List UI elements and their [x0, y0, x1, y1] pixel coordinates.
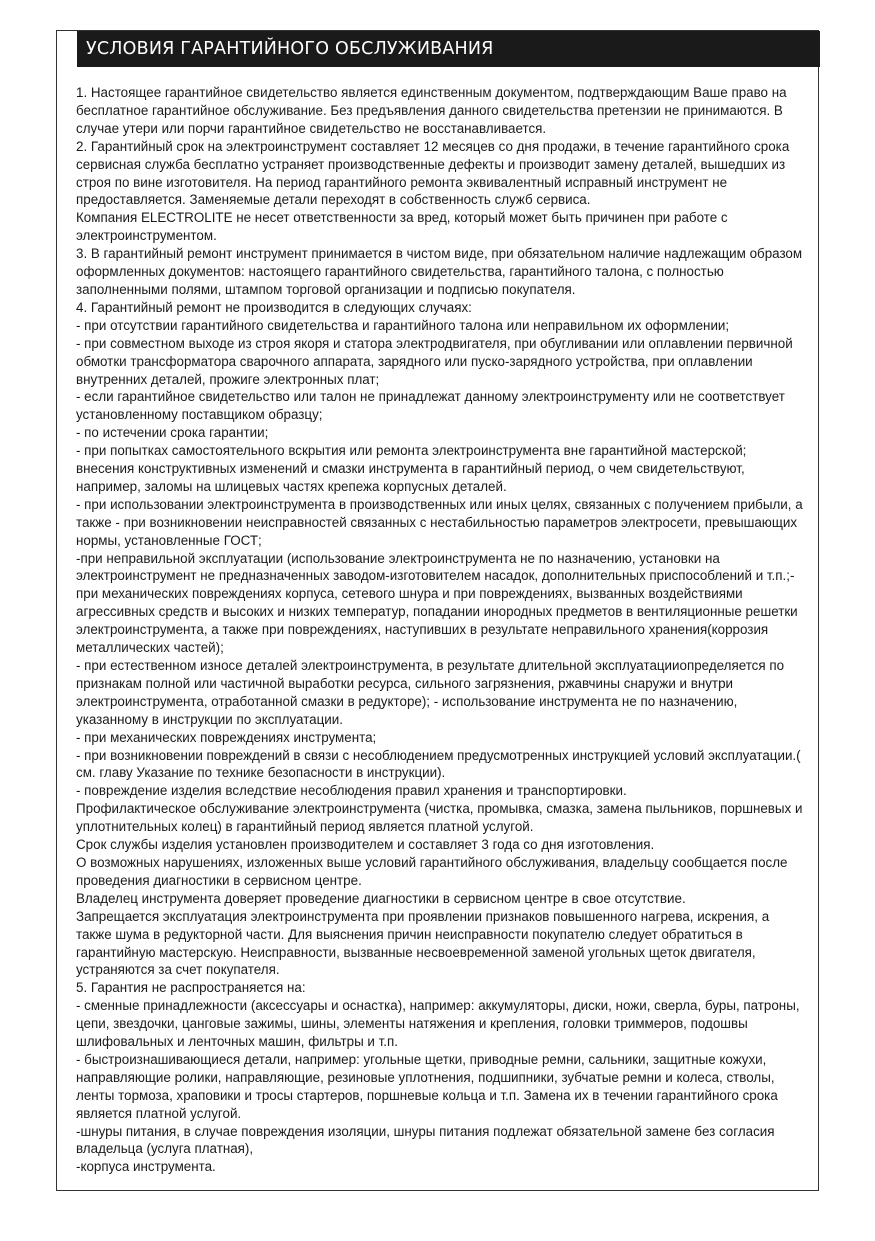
list-item: - при использовании электроинструмента в производственных или иных целях, связанных с получением прибыли, а также - при возникновении неисправностей связанных с нестабильностью параметров электросети, превышающих нормы, установленные ГОСТ; — [76, 496, 803, 548]
list-item: - при попытках самостоятельного вскрытия или ремонта электроинструмента вне гарантийной мастерской; внесения конструктивных изменений и смазки инструмента в гарантийный период, о чем свидетельствуют, например, заломы на шлицевых частях крепежа корпусных деталей. — [76, 443, 747, 494]
list-item: - быстроизнашивающиеся детали, например: угольные щетки, приводные ремни, сальники, защитные кожухи, направляющие ролики, направляющие, резиновые уплотнения, подшипники, зубчатые ремни и колеса, стволы, ленты тормоза, храповики и тросы стартеров, поршневые кольца и т.п. Замена их в течении гарантийного срока является платной услугой. — [76, 1051, 778, 1121]
paragraph: Владелец инструмента доверяет проведение диагностики в сервисном центре в свое отсутствие. — [76, 890, 686, 906]
paragraph: О возможных нарушениях, изложенных выше условий гарантийного обслуживания, владельцу сообщается после проведения диагностики в сервисном центре. — [76, 854, 788, 888]
paragraph: Компания ELECTROLITE не несет ответственности за вред, который может быть причинен при работе с электроинструментом. — [76, 210, 728, 244]
list-item: - при отсутствии гарантийного свидетельства и гарантийного талона или неправильном их оформлении; — [76, 317, 730, 333]
list-item: -шнуры питания, в случае повреждения изоляции, шнуры питания подлежат обязательной замене без согласия владельца (услуга платная), — [76, 1123, 775, 1157]
list-item: - сменные принадлежности (аксессуары и оснастка), например: аккумуляторы, диски, ножи, сверла, буры, патроны, цепи, звездочки, цанговые зажимы, шины, элементы натяжения и крепления, головки триммеров, подошвы шлифовальных и ленточных машин, фильтры и т.п. — [76, 998, 800, 1050]
paragraph: 1. Настоящее гарантийное свидетельство является единственным документом, подтверждающим Ваше право на бесплатное гарантийное обслуживание. Без предъявления данного свидетельства претензии не принимаются. В случае утери или порчи гарантийное свидетельство не восстанавливается. — [76, 85, 787, 136]
list-item: - если гарантийное свидетельство или талон не принадлежат данному электроинструменту или не соответствует установленному поставщиком образцу; — [76, 389, 785, 423]
paragraph: 4. Гарантийный ремонт не производится в следующих случаях: — [76, 299, 472, 315]
paragraph: Срок службы изделия установлен производителем и составляет 3 года со дня изготовления. — [76, 837, 655, 853]
list-item: - при возникновении повреждений в связи с несоблюдением предусмотренных инструкцией условий эксплуатации.( см. главу Указание по технике безопасности в инструкции). — [76, 747, 801, 781]
list-item: - при совместном выходе из строя якоря и статора электродвигателя, при обугливании или оплавлении первичной обмотки трансформатора сварочного аппарата, зарядного или пуско-зарядного устройства, при оплавлении внутренних деталей, прожиге электронных плат; — [76, 335, 793, 387]
list-item: - по истечении срока гарантии; — [76, 425, 269, 441]
warranty-terms-text — [76, 84, 806, 1176]
list-item: - повреждение изделия вследствие несоблюдения правил хранения и транспортировки. — [76, 783, 627, 799]
list-item: - при механических повреждениях инструмента; — [76, 729, 377, 745]
paragraph: 2. Гарантийный срок на электроинструмент составляет 12 месяцев со дня продажи, в течение гарантийного срока сервисная служба бесплатно устраняет производственные дефекты и производит замену деталей, вышедших из строя по вине изготовителя. На период гарантийного ремонта эквивалентный исправный инструмент не предоставляется. Заменяемые детали переходят в собственность служб сервиса. — [76, 138, 790, 208]
list-item: -корпуса инструмента. — [76, 1159, 216, 1175]
section-header — [77, 31, 820, 67]
paragraph: Запрещается эксплуатация электроинструмента при проявлении признаков повышенного нагрева, искрения, а также шума в редукторной части. Для выяснения причин неисправности покупателю следует обратиться в гарантийную мастерскую. Неисправности, вызванные несвоевременной заменой угольных щеток двигателя, устраняются за счет покупателя. — [76, 908, 770, 978]
page-title: УСЛОВИЯ ГАРАНТИЙНОГО ОБСЛУЖИВАНИЯ — [86, 39, 494, 59]
paragraph: 3. В гарантийный ремонт инструмент принимается в чистом виде, при обязательном наличие надлежащим образом оформленных документов: настоящего гарантийного свидетельства, гарантийного талона, с полностью заполненными полями, штампом торговой организации и подписью покупателя. — [76, 246, 803, 297]
list-item: -при неправильной эксплуатации (использование электроинструмента не по назначению, установки на электроинструмент не предназначенных заводом-изготовителем насадок, дополнительных приспособлений и т.п.;-при механических повреждениях корпуса, сетевого шнура и при повреждениях, вызванных воздействиями агрессивных средств и высоких и низких температур, попадании инородных предметов в вентиляционные решетки электроинструмента, а также при повреждениях, наступивших в результате неправильного хранения(коррозия металлических частей); — [76, 550, 798, 656]
paragraph: Профилактическое обслуживание электроинструмента (чистка, промывка, смазка, замена пыльников, поршневых и уплотнительных колец) в гарантийный период является платной услугой. — [76, 801, 803, 835]
list-item: - при естественном износе деталей электроинструмента, в результате длительной эксплуатацииопределяется по признакам полной или частичной выработки ресурса, сильного загрязнения, ржавчины снаружи и внутри электроинструмента, отработанной смазки в редукторе); - использование инструмента не по назначению, указанному в инструкции по эксплуатации. — [76, 658, 785, 727]
paragraph: 5. Гарантия не распространяется на: — [76, 980, 306, 996]
